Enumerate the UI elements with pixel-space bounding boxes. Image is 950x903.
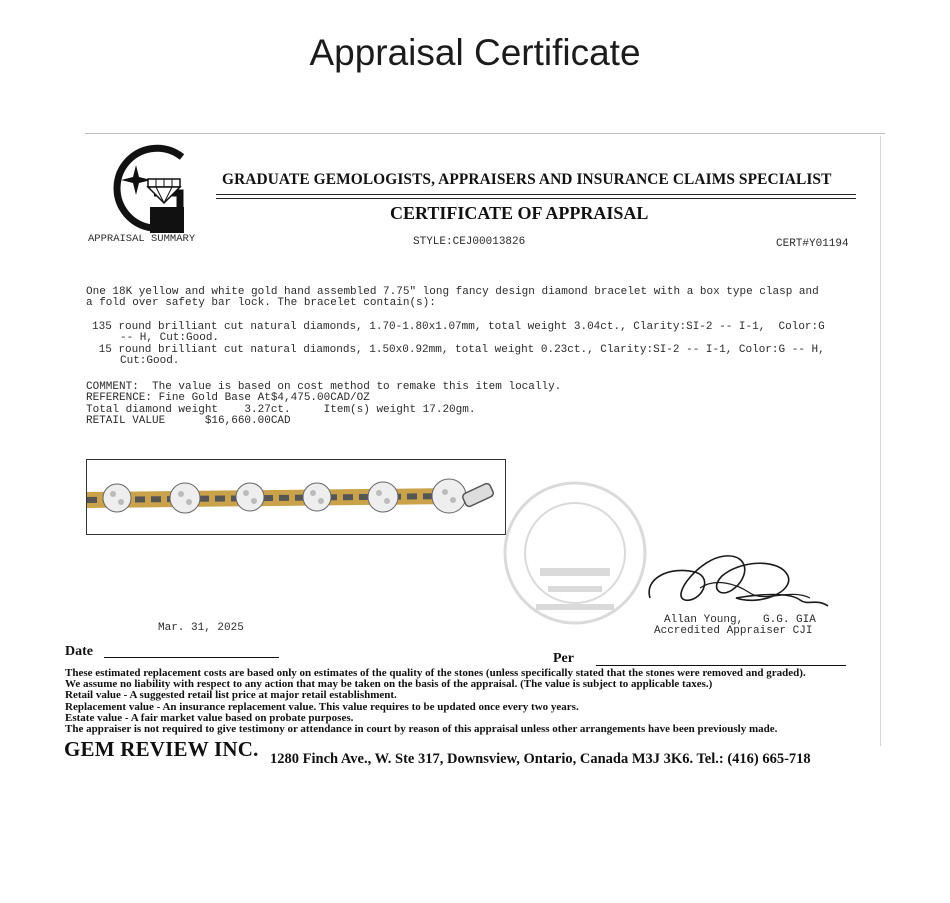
appraiser-title: Accredited Appraiser CJI — [654, 625, 813, 637]
company-name: GEM REVIEW INC. — [64, 737, 259, 761]
description-line: One 18K yellow and white gold hand assembled 7.75" long fancy design diamond bracelet with a box type clasp and — [86, 286, 819, 298]
disclaimer-line: The appraiser is not required to give testimony or attendance in court by reason of this appraisal unless other arrangements have been previously made. — [65, 723, 778, 735]
comment-line: COMMENT: The value is based on cost method to remake this item locally. — [86, 381, 562, 393]
appraisal-summary-label: APPRAISAL SUMMARY — [88, 233, 196, 245]
stone-line: Cut:Good. — [120, 355, 180, 367]
disclaimer-line: Estate value - A fair market value based on probate purposes. — [65, 712, 354, 724]
certificate-right-border — [880, 136, 881, 746]
reference-line: REFERENCE: Fine Gold Base At$4,475.00CAD/OZ — [86, 392, 370, 404]
retail-value: RETAIL VALUE $16,660.00CAD — [86, 415, 291, 427]
bracelet-photo — [86, 459, 506, 535]
totals-line: Total diamond weight 3.27ct. Item(s) weight 17.20gm. — [86, 404, 476, 416]
certificate-number: CERT#Y01194 — [776, 238, 849, 250]
appraiser-name: Allan Young, G.G. GIA — [664, 614, 816, 626]
organization-heading: GRADUATE GEMOLOGISTS, APPRAISERS AND INSURANCE CLAIMS SPECIALIST — [222, 171, 832, 188]
faded-seal-stamp-icon — [500, 468, 650, 638]
disclaimer-line: Replacement value - An insurance replacement value. This value requires to be updated once every two years. — [65, 701, 579, 713]
header-divider-secondary — [216, 198, 856, 199]
description-line: a fold over safety bar lock. The bracelet contain(s): — [86, 297, 436, 309]
certificate-title: CERTIFICATE OF APPRAISAL — [390, 203, 649, 223]
date-label: Date — [65, 644, 93, 659]
header-divider — [216, 194, 856, 195]
appraisal-date: Mar. 31, 2025 — [158, 622, 244, 634]
date-signature-line — [104, 657, 279, 658]
handwritten-signature-icon — [640, 548, 835, 616]
company-address: 1280 Finch Ave., W. Ste 317, Downsview, Ontario, Canada M3J 3K6. Tel.: (416) 665-718 — [270, 751, 811, 767]
stone-line: -- H, Cut:Good. — [120, 332, 220, 344]
stone-line: 135 round brilliant cut natural diamonds, 1.70-1.80x1.07mm, total weight 3.04ct., Clarity:SI-2 -- I-1, Color:G — [92, 321, 825, 333]
certificate-top-border — [85, 133, 885, 134]
page-title: Appraisal Certificate — [309, 32, 641, 73]
stone-line: 15 round brilliant cut natural diamonds, 1.50x0.92mm, total weight 0.23ct., Clarity:SI-2 -- I-1, Color:G -- H, — [92, 344, 825, 356]
disclaimer-line: These estimated replacement costs are based only on estimates of the quality of the stones (unless specifically stated that the stones were removed and graded). — [65, 667, 806, 679]
disclaimer-line: We assume no liability with respect to any action that may be taken on the basis of the appraisal. (The value is subject to applicable taxes.) — [65, 678, 713, 690]
per-label: Per — [553, 651, 574, 666]
gg-diamond-logo-icon — [98, 143, 190, 235]
disclaimer-line: Retail value - A suggested retail list price at major retail establishment. — [65, 689, 397, 701]
per-signature-line — [596, 665, 846, 666]
style-number: STYLE:CEJ00013826 — [413, 236, 526, 248]
